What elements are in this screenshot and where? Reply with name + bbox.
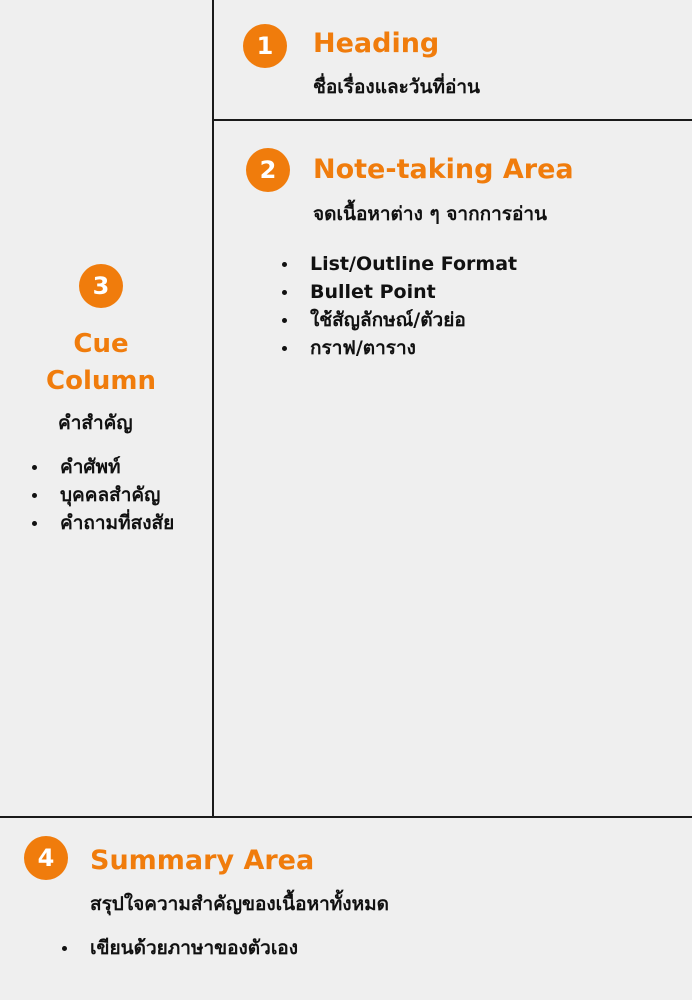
summary-divider <box>0 816 692 818</box>
cue-column-description: คำสำคัญ <box>58 412 133 434</box>
note-area-title: Note-taking Area <box>313 154 574 185</box>
summary-description: สรุปใจความสำคัญของเนื้อหาทั้งหมด <box>90 893 389 915</box>
cue-column-title-line2: Column <box>46 366 156 396</box>
summary-title: Summary Area <box>90 845 315 876</box>
summary-item: เขียนด้วยภาษาของตัวเอง <box>62 934 298 962</box>
cue-column-divider <box>212 0 214 817</box>
cue-column-item: บุคคลสำคัญ <box>32 481 174 509</box>
cue-column-item: คำถามที่สงสัย <box>32 509 174 537</box>
cue-column-list <box>32 453 174 537</box>
note-area-list <box>282 250 517 362</box>
note-area-item: กราฟ/ตาราง <box>282 334 517 362</box>
note-area-number-badge: 2 <box>246 148 290 192</box>
note-area-description: จดเนื้อหาต่าง ๆ จากการอ่าน <box>313 203 548 225</box>
cue-column-number-badge: 3 <box>79 264 123 308</box>
note-area-item: Bullet Point <box>282 278 517 306</box>
summary-number-badge: 4 <box>24 836 68 880</box>
cue-column-item: คำศัพท์ <box>32 453 174 481</box>
heading-title: Heading <box>313 28 440 59</box>
heading-number-badge: 1 <box>243 24 287 68</box>
heading-description: ชื่อเรื่องและวันที่อ่าน <box>313 76 481 98</box>
summary-list <box>62 934 298 962</box>
heading-divider <box>213 119 692 121</box>
cue-column-title-line1: Cue <box>73 329 129 359</box>
cue-column-title <box>0 326 202 400</box>
note-area-item: ใช้สัญลักษณ์/ตัวย่อ <box>282 306 517 334</box>
note-area-item: List/Outline Format <box>282 250 517 278</box>
